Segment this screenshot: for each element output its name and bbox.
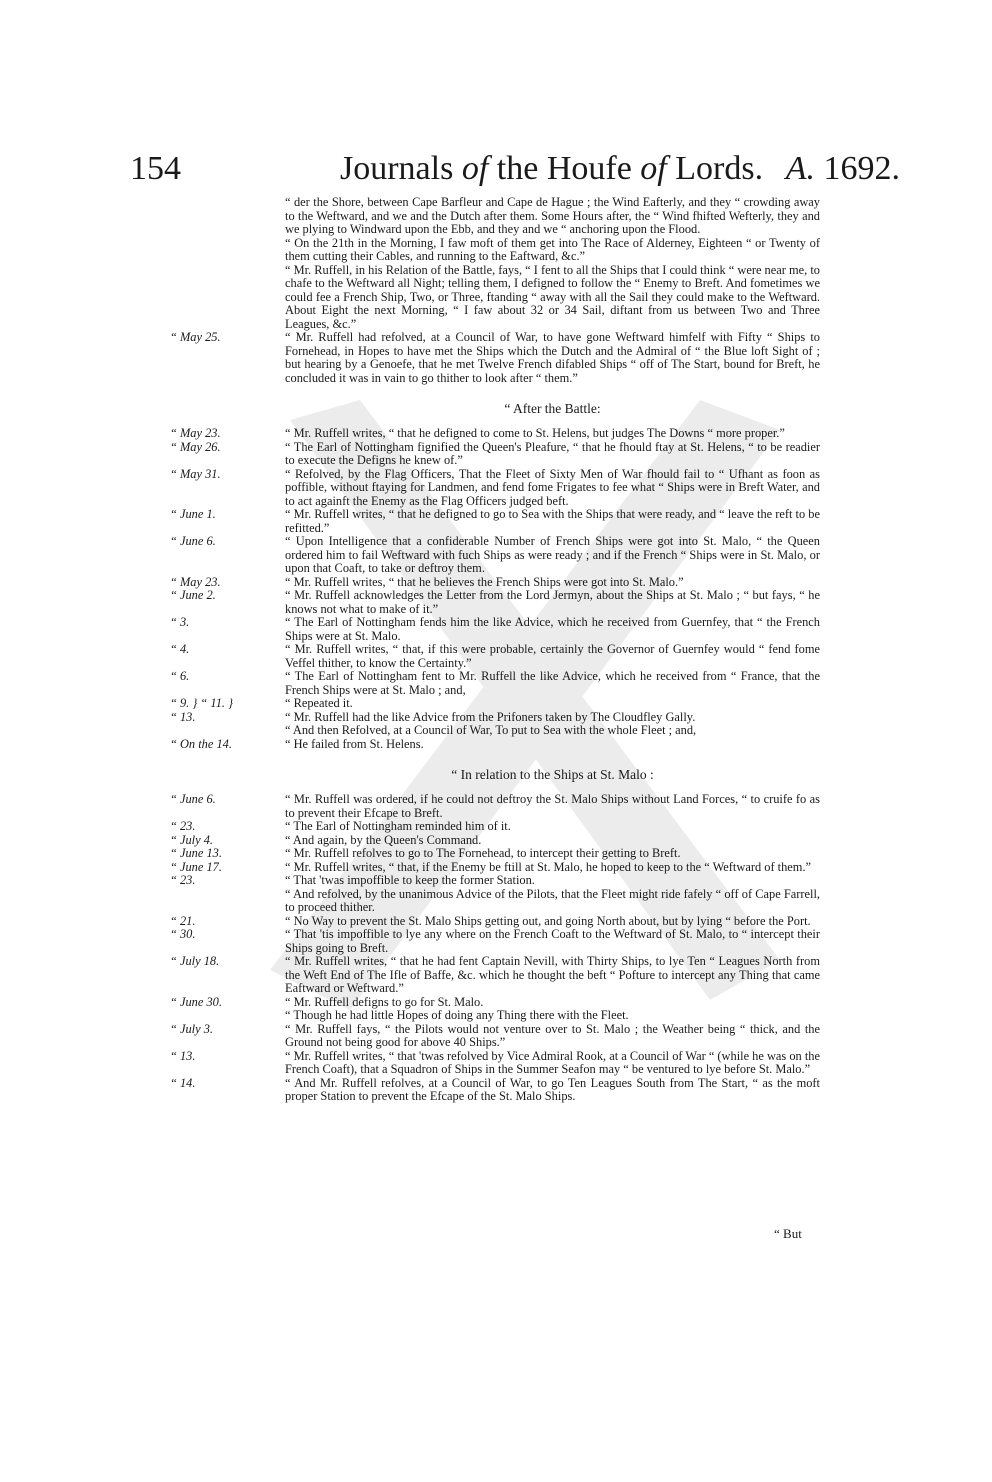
entry-text: “ Mr. Ruffell writes, “ that he defigned to come to St. Helens, but judges The Downs “ more proper.”	[285, 426, 785, 440]
entry-text: “ Repeated it.	[285, 696, 353, 710]
section-heading-after-battle: “ After the Battle:	[504, 401, 601, 416]
margin-date: “ 13.	[170, 709, 196, 724]
entry-text: “ Mr. Ruffell refolves to go to The Fornehead, to intercept their getting to Breft.	[285, 846, 681, 860]
journal-entry	[170, 576, 820, 590]
entry-text: “ Mr. Ruffell writes, “ that he had fent Captain Nevill, with Thirty Ships, to lye Ten “ Leagues North from the Weft End of The Ifle of Baffe, &c. which he thought the beft “ Pofture to intercept any Thing that came Eaftward or Weftward.”	[285, 954, 820, 995]
journal-entry	[170, 616, 820, 643]
entry-text: “ Mr. Ruffell writes, “ that, if the Enemy be ftill at St. Malo, he hoped to keep to the “ Weftward of them.”	[285, 859, 812, 874]
margin-date: “ June 13.	[170, 846, 222, 860]
entry-text: “ Mr. Ruffell writes, “ that 'twas refolved by Vice Admiral Rook, at a Council of War “ (while he was on the French Coaft), that a Squadron of Ships in the Summer Seafon may “ be ventured to lye before St. Malo.”	[285, 1048, 820, 1076]
margin-date: “ May 23.	[170, 426, 221, 440]
entry-text: “ Mr. Ruffell had refolved, at a Council of War, to have gone Weftward himfelf with Fifty “ Ships to Fornehead, in Hopes to have met the Ships which the Dutch and the Admiral of “ the Blue loft Sight of ; but hearing by a Genoefe, that he met Twelve French difabled Ships “ off of The Start, bound for Breft, he concluded it was in vain to go thither to look after “ them.”	[285, 330, 820, 385]
margin-date: “ On the 14.	[170, 736, 232, 751]
title-part: of	[640, 150, 667, 187]
journal-entry	[170, 643, 820, 670]
entry-text: “ Mr. Ruffell writes, “ that, if this were probable, certainly the Governor of Guernfey would “ fend fome Veffel thither, to know the Certainty.”	[285, 642, 820, 670]
journal-entry	[170, 427, 820, 441]
title-part: Lords.	[666, 150, 764, 187]
entry-text: “ Mr. Ruffell, in his Relation of the Battle, fays, “ I fent to all the Ships that I could think “ were near me, to chafe to the Weftward all Night; telling them, I defigned to follow the “ Enemy to Breft. And fometimes we could fee a French Ship, Two, or Three, ftanding “ away with all the Sail they could make to the Weftward. About Eight the next Morning, “ I faw about 32 or 34 Sail, diftant from us between Two and Three Leagues, &c.”	[285, 262, 820, 331]
entry-text: “ The Earl of Nottingham fignified the Queen's Pleafure, “ that he fhould ftay at St. Helens, “ to be readier to execute the Defigns he knew of.”	[285, 439, 820, 467]
title-part: Journals	[340, 150, 462, 187]
journal-entry	[170, 955, 820, 996]
entry-text: “ The Earl of Nottingham fends him the like Advice, which he received from Guernfey, that “ the French Ships were at St. Malo.	[285, 615, 820, 643]
entry-text: “ And Mr. Ruffell refolves, at a Council of War, to go Ten Leagues South from The Start, “ as the moft proper Station to prevent the Efcape of the St. Malo Ships.	[285, 1075, 820, 1103]
entry-text: “ Mr. Ruffell defigns to go for St. Malo.	[285, 994, 484, 1009]
margin-date: “ June 6.	[170, 534, 216, 548]
entry-text: “ Mr. Ruffell writes, “ that he defigned to go to Sea with the Ships that were ready, and “ leave the reft to be refitted.”	[285, 507, 820, 535]
margin-date: “ May 23.	[170, 574, 221, 589]
entry-text: “ Though he had little Hopes of doing any Thing there with the Fleet.	[285, 1008, 629, 1022]
journal-entry	[170, 793, 820, 820]
journal-entry	[170, 535, 820, 576]
entry-text: “ No Way to prevent the St. Malo Ships getting out, and going North about, but by lying “ before the Port.	[285, 913, 811, 928]
margin-date: “ June 2.	[170, 588, 216, 602]
journal-body	[170, 196, 820, 1104]
journal-entry	[170, 915, 820, 929]
entry-text: “ Upon Intelligence that a confiderable Number of French Ships were got into St. Malo, “ the Queen ordered him to fail Weftward with fuch Ships as were ready ; and if the French “ Ships were in St. Malo, or upon that Coaft, to take or deftroy them.	[285, 534, 820, 575]
margin-date: “ June 6.	[170, 792, 216, 806]
journal-entry	[170, 996, 820, 1010]
journal-entry	[170, 589, 820, 616]
journal-entry	[170, 874, 820, 888]
entry-text: “ The Earl of Nottingham fent to Mr. Ruffell the like Advice, which he received from “ France, that the French Ships were at St. Malo ; and,	[285, 669, 820, 697]
page-number: 154	[130, 150, 181, 187]
year-prefix: A.	[785, 150, 815, 187]
journal-entry	[170, 724, 820, 738]
entry-text: “ Mr. Ruffell fays, “ the Pilots would not venture over to St. Malo ; the Weather being “ thick, and the Ground not being good for above 40 Ships.”	[285, 1021, 820, 1049]
margin-date: “ 23.	[170, 873, 196, 887]
journal-entry	[170, 237, 820, 264]
margin-date: “ 21.	[170, 913, 196, 928]
margin-date: “ 14.	[170, 1075, 196, 1090]
year-value: 1692.	[823, 150, 900, 187]
journal-entry	[170, 468, 820, 509]
entry-text: “ Mr. Ruffell writes, “ that he believes the French Ships were got into St. Malo.”	[285, 574, 684, 589]
journal-entry	[170, 441, 820, 468]
year-heading	[786, 150, 900, 188]
entry-text: “ Mr. Ruffell had the like Advice from the Prifoners taken by The Cloudfley Gally.	[285, 709, 696, 724]
entry-text: “ That 'twas impoffible to keep the former Station.	[285, 873, 535, 887]
margin-date: “ 13.	[170, 1048, 196, 1063]
entry-text: “ And again, by the Queen's Command.	[285, 832, 482, 847]
journal-entry	[170, 711, 820, 725]
margin-date: “ 9. } “ 11. }	[170, 696, 234, 710]
section-heading-st-malo: “ In relation to the Ships at St. Malo :	[451, 767, 654, 782]
journal-entry	[170, 1023, 820, 1050]
journal-entry	[170, 847, 820, 861]
title-part: the	[488, 150, 547, 187]
margin-date: “ 4.	[170, 642, 190, 656]
margin-date: “ June 1.	[170, 507, 216, 521]
intro-section	[170, 196, 820, 385]
journal-entry	[170, 738, 820, 752]
journal-entry	[170, 834, 820, 848]
margin-date: “ 30.	[170, 927, 196, 941]
entry-text: “ On the 21th in the Morning, I faw moft of them get into The Race of Alderney, Eighteen “ or Twenty of them cutting their Cables, and running to the Eaftward, &c.”	[285, 235, 820, 263]
journal-entry	[170, 928, 820, 955]
margin-date: “ 23.	[170, 819, 196, 833]
journal-entry	[170, 196, 820, 237]
margin-date: “ July 18.	[170, 954, 220, 968]
margin-date: “ June 17.	[170, 859, 222, 874]
st-malo-section	[170, 793, 820, 1104]
entry-text: “ He failed from St. Helens.	[285, 736, 424, 751]
entry-text: “ Refolved, by the Flag Officers, That the Fleet of Sixty Men of War fhould fail to “ Ufhant as foon as poffible, without ftaying for Landmen, and fend fome Frigates to fee what “ Ships were in Breft Water, and to act againft the Enemy as the Flag Officers judged beft.	[285, 466, 820, 508]
journal-entry	[170, 508, 820, 535]
margin-date: “ June 30.	[170, 994, 222, 1009]
journal-entry	[170, 1009, 820, 1023]
journal-entry	[170, 697, 820, 711]
entry-text: “ That 'tis impoffible to lye any where on the French Coaft to the Weftward of St. Malo, to “ intercept their Ships going to Breft.	[285, 927, 820, 955]
entry-text: “ Mr. Ruffell acknowledges the Letter from the Lord Jermyn, about the Ships at St. Malo ; “ but fays, “ he knows not what to make of it.”	[285, 588, 820, 616]
entry-text: “ The Earl of Nottingham reminded him of it.	[285, 819, 511, 833]
journal-entry	[170, 264, 820, 332]
margin-date: “ May 26.	[170, 439, 221, 454]
journal-entry	[170, 861, 820, 875]
journal-entry	[170, 888, 820, 915]
title-part: Houfe	[546, 150, 632, 187]
journal-entry	[170, 820, 820, 834]
journal-entry	[170, 1077, 820, 1104]
entry-text: “ And refolved, by the unanimous Advice of the Pilots, that the Fleet might ride fafely “ off of Cape Farrell, to proceed thither.	[285, 886, 820, 914]
running-title	[340, 150, 763, 188]
margin-date: “ 6.	[170, 669, 190, 683]
entry-text: “ Mr. Ruffell was ordered, if he could not deftroy the St. Malo Ships without Land Forces, “ to cruife fo as to prevent their Efcape to Breft.	[285, 792, 820, 820]
margin-date: “ 3.	[170, 615, 190, 629]
journal-entry	[170, 670, 820, 697]
title-part: of	[461, 150, 489, 187]
margin-date: “ July 3.	[170, 1021, 214, 1036]
entry-text: “ der the Shore, between Cape Barfleur and Cape de Hague ; the Wind Eafterly, and they “ crowding away to the Weftward, and we and the Dutch after them. Some Hours after, the “ Wind fhifted Wefterly, they and we plying to Windward upon the Ebb, and they and we “ anchoring upon the Flood.	[285, 195, 820, 236]
catchword: “ But	[774, 1226, 802, 1241]
journal-entry	[170, 331, 820, 385]
page-header	[130, 150, 900, 190]
entry-text: “ And then Refolved, at a Council of War, To put to Sea with the whole Fleet ; and,	[285, 723, 697, 737]
margin-date: “ July 4.	[170, 832, 214, 847]
after-battle-section	[170, 427, 820, 751]
margin-date: “ May 25.	[170, 330, 221, 344]
margin-date: “ May 31.	[170, 466, 221, 481]
journal-entry	[170, 1050, 820, 1077]
